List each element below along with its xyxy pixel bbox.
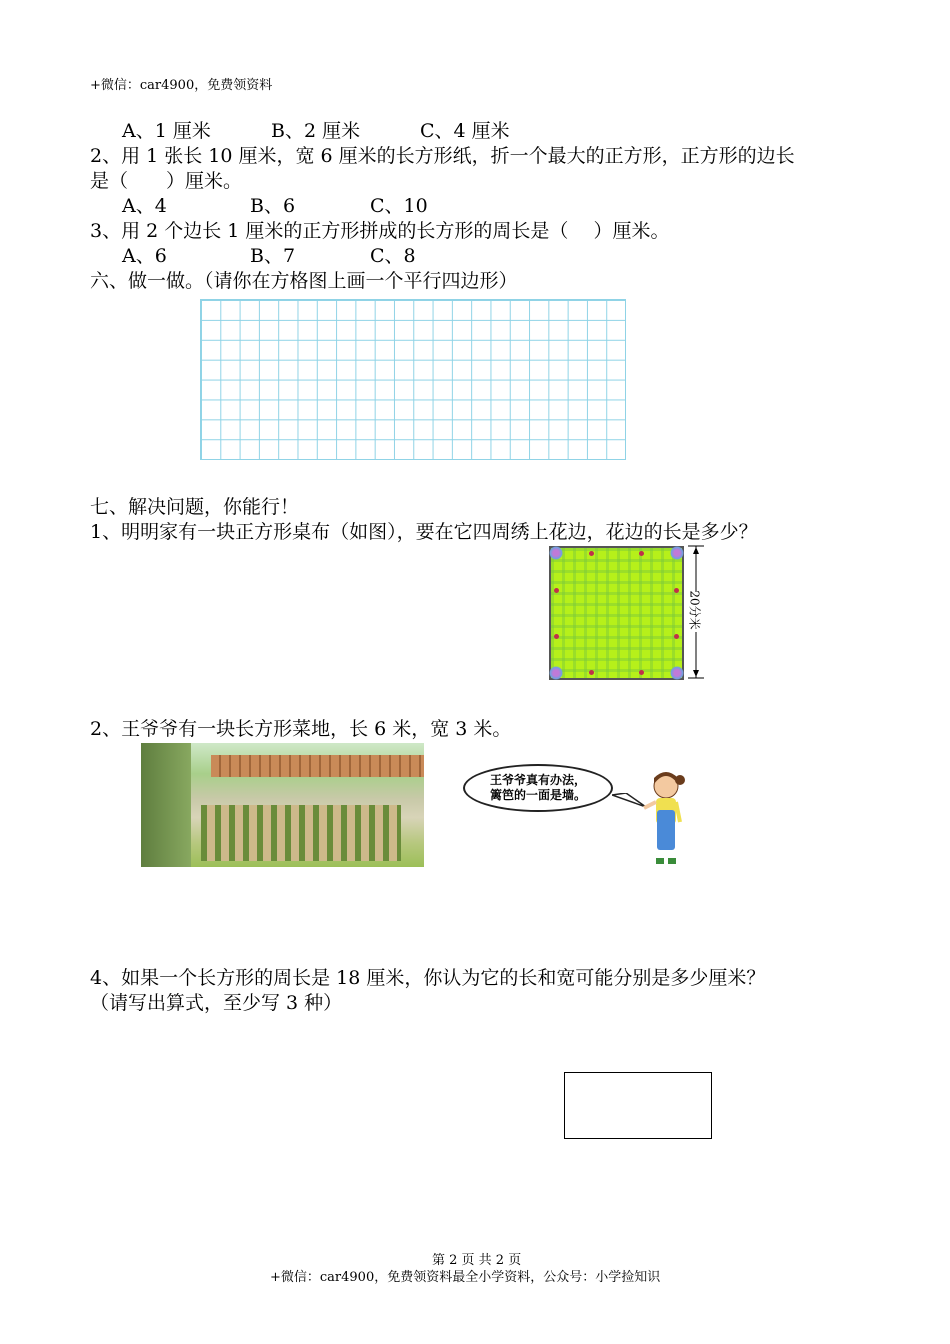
fenced-field-icon [201,805,401,861]
q2-option-b: B、6 [250,195,296,217]
dimension-label: 20分米 [687,590,702,630]
tree-icon [141,743,191,867]
footer-note: +微信：car4900，免费领资料最全小学资料，公众号：小学捡知识 [270,1270,661,1285]
flower-dot-icon [589,670,594,675]
brick-wall-icon [211,755,424,777]
problem-4-line2: （请写出算式，至少写 3 种） [90,992,343,1014]
flower-corner-icon [549,666,563,680]
question-2-line2: 是（ ）厘米。 [90,170,243,192]
flower-dot-icon [674,588,679,593]
rectangle-figure [564,1072,712,1139]
problem-4-line1: 4、如果一个长方形的周长是 18 厘米，你认为它的长和宽可能分别是多少厘米？ [90,967,766,989]
speech-line-1: 王爷爷真有办法， [489,773,586,787]
flower-dot-icon [554,588,559,593]
q2-option-c: C、10 [370,195,428,217]
q3-option-b: B、7 [250,245,296,267]
vegetable-garden-image [141,743,424,867]
flower-corner-icon [670,666,684,680]
problem-1-text: 1、明明家有一块正方形桌布（如图），要在它四周绣上花边，花边的长是多少？ [90,521,758,543]
page-number: 第 2 页 共 2 页 [432,1253,522,1268]
section-6-title: 六、做一做。（请你在方格图上画一个平行四边形） [90,270,518,292]
flower-dot-icon [639,670,644,675]
tablecloth-image [549,546,684,680]
section-7-title: 七、解决问题，你能行！ [90,496,300,518]
q1-option-b: B、2 厘米 [271,120,361,142]
flower-corner-icon [549,546,563,560]
problem-2-text: 2、王爷爷有一块长方形菜地，长 6 米，宽 3 米。 [90,718,512,740]
question-3: 3、用 2 个边长 1 厘米的正方形拼成的长方形的周长是（ ）厘米。 [90,220,670,242]
drawing-grid [200,299,626,460]
header-note: +微信：car4900，免费领资料 [90,78,273,93]
q2-option-a: A、4 [122,195,167,217]
flower-dot-icon [589,551,594,556]
girl-icon [640,770,688,868]
q1-option-c: C、4 厘米 [420,120,510,142]
flower-dot-icon [639,551,644,556]
speech-bubble [463,764,613,812]
q1-option-a: A、1 厘米 [122,120,211,142]
question-2-line1: 2、用 1 张长 10 厘米，宽 6 厘米的长方形纸，折一个最大的正方形，正方形的边长 [90,145,795,167]
flower-dot-icon [674,634,679,639]
flower-dot-icon [554,634,559,639]
q3-option-a: A、6 [122,245,167,267]
q3-option-c: C、8 [370,245,416,267]
flower-corner-icon [670,546,684,560]
speech-line-2: 篱笆的一面是墙。 [489,788,586,802]
